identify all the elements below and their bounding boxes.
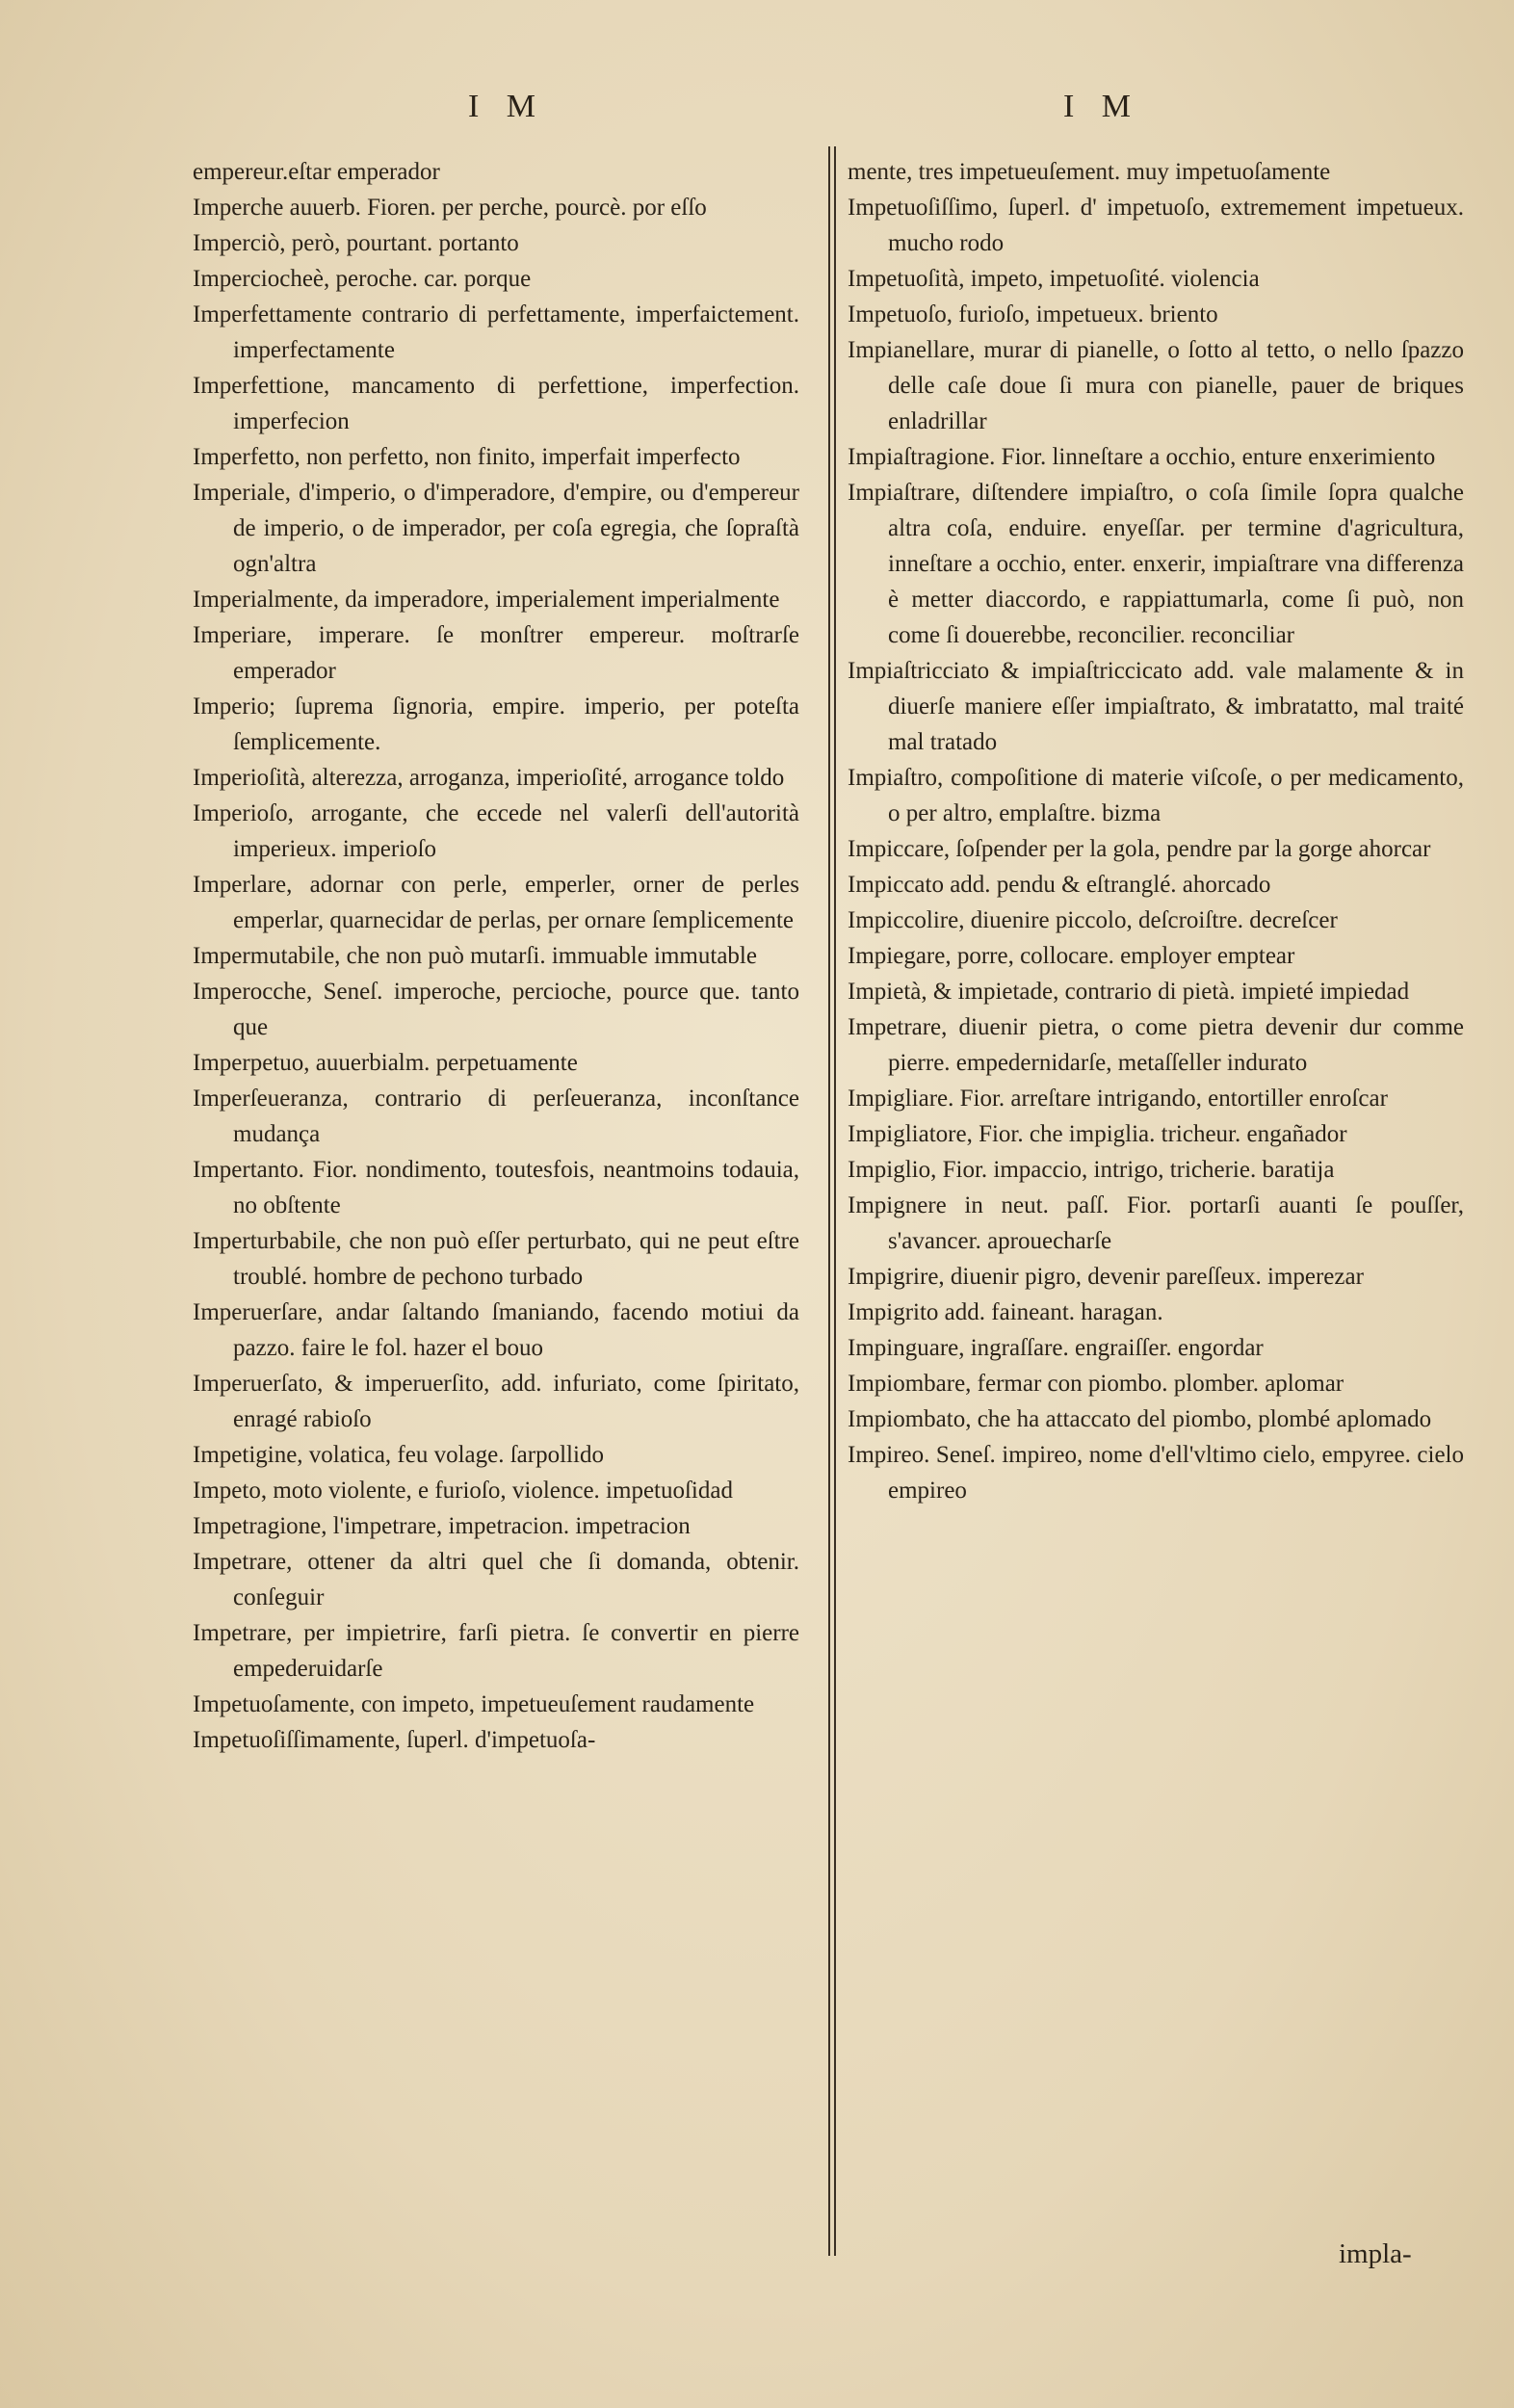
dictionary-entry: Impietà, & impietade, contrario di pietà. impieté impiedad (848, 979, 1410, 1005)
dictionary-entry: Impinguare, ingraſſare. engraiſſer. engordar (848, 1335, 1264, 1361)
dictionary-entry: Imperio; ſuprema ſignoria, empire. imperio, per poteſta ſemplicemente. (193, 694, 799, 755)
column-divider-rule (828, 146, 830, 2256)
dictionary-entry: Impiaſtragione. Fior. linneſtare a occhio, enture enxerimiento (848, 444, 1436, 470)
dictionary-entry: Impetuoſità, impeto, impetuoſité. violencia (848, 266, 1260, 292)
dictionary-entry: Imperſeueranza, contrario di perſeueranza, inconſtance mudança (193, 1086, 799, 1147)
dictionary-entry: Impetuoſo, furioſo, impetueux. briento (848, 301, 1218, 327)
dictionary-entry: Impetragione, l'impetrare, impetracion. impetracion (193, 1513, 691, 1539)
dictionary-entry: Impigrire, diuenir pigro, devenir pareſſeux. imperezar (848, 1264, 1364, 1290)
dictionary-entry: Imperuerſato, & imperuerſito, add. infuriato, come ſpiritato, enragé rabioſo (193, 1371, 799, 1432)
dictionary-entry: Imperioſo, arrogante, che eccede nel valerſi dell'autorità imperieux. imperioſo (193, 800, 799, 862)
column-divider-rule (834, 146, 836, 2256)
dictionary-entry: Imperioſità, alterezza, arroganza, imperioſité, arrogance toldo (193, 765, 785, 791)
dictionary-entry: Impetrare, diuenir pietra, o come pietra devenir dur comme pierre. empedernidarſe, metaſſeller indurato (848, 1014, 1464, 1076)
left-column-header: I M (467, 89, 546, 124)
dictionary-entry: Imperche auuerb. Fioren. per perche, pourcè. por eſſo (193, 195, 707, 221)
dictionary-entry: Impetrare, per impietrire, farſi pietra. ſe convertir en pierre empederuidarſe (193, 1620, 799, 1682)
dictionary-entry: Impiombato, che ha attaccato del piombo, plombé aplomado (848, 1406, 1432, 1432)
dictionary-entry: Impiaſtro, compoſitione di materie viſcoſe, o per medicamento, o per altro, emplaſtre. bizma (848, 765, 1464, 826)
dictionary-entry: mente, tres impetueuſement. muy impetuoſamente (848, 159, 1331, 185)
dictionary-entry: Impiaſtrare, diſtendere impiaſtro, o coſa ſimile ſopra qualche altra coſa, enduire. enyeſſar. per termine d'agricultura, inneſtare a occhio, enter. enxerir, impiaſtrare vna differenza è metter diaccordo, e rappiattumarla, come ſi può, non come ſi douerebbe, reconcilier. reconciliar (848, 480, 1464, 648)
left-column (193, 154, 799, 1758)
dictionary-entry: Impiglio, Fior. impaccio, intrigo, tricherie. baratija (848, 1157, 1335, 1183)
dictionary-entry: Impigliatore, Fior. che impiglia. tricheur. engañador (848, 1121, 1347, 1147)
dictionary-entry: Impetuoſiſſimo, ſuperl. d' impetuoſo, extremement impetueux. mucho rodo (848, 195, 1464, 256)
dictionary-entry: Imperiare, imperare. ſe monſtrer empereur. moſtrarſe emperador (193, 622, 799, 684)
dictionary-entry: Impiegare, porre, collocare. employer emptear (848, 943, 1295, 969)
dictionary-entry: Impignere in neut. paſſ. Fior. portarſi auanti ſe pouſſer, s'avancer. aprouecharſe (848, 1192, 1464, 1254)
dictionary-entry: Impermutabile, che non può mutarſi. immuable immutable (193, 943, 757, 969)
right-column-header: I M (1062, 89, 1141, 124)
dictionary-entry: Impeto, moto violente, e furioſo, violence. impetuoſidad (193, 1478, 733, 1504)
dictionary-entry: Imperpetuo, auuerbialm. perpetuamente (193, 1050, 578, 1076)
dictionary-entry: Impireo. Seneſ. impireo, nome d'ell'vltimo cielo, empyree. cielo empireo (848, 1442, 1464, 1504)
dictionary-entry: Impiaſtricciato & impiaſtriccicato add. vale malamente & in diuerſe maniere eſſer impiaſtrato, & imbratatto, mal traité mal tratado (848, 658, 1464, 755)
dictionary-entry: Impianellare, murar di pianelle, o ſotto al tetto, o nello ſpazzo delle caſe doue ſi mura con pianelle, pauer de briques enladrillar (848, 337, 1464, 434)
catchword: impla- (1339, 2238, 1412, 2269)
dictionary-entry: Imperfetto, non perfetto, non finito, imperfait imperfecto (193, 444, 741, 470)
dictionary-entry: Impiombare, fermar con piombo. plomber. aplomar (848, 1371, 1344, 1397)
dictionary-entry: Imperuerſare, andar ſaltando ſmaniando, facendo motiui da pazzo. faire le fol. hazer el bouo (193, 1299, 799, 1361)
dictionary-entry: Imperfettamente contrario di perfettamente, imperfaictement. imperfectamente (193, 301, 799, 363)
dictionary-entry: Impigliare. Fior. arreſtare intrigando, entortiller enroſcar (848, 1086, 1388, 1112)
dictionary-entry: Impigrito add. faineant. haragan. (848, 1299, 1163, 1325)
dictionary-entry: Impiccolire, diuenire piccolo, deſcroiſtre. decreſcer (848, 907, 1338, 933)
right-column (848, 154, 1464, 1508)
dictionary-entry: Imperlare, adornar con perle, emperler, orner de perles emperlar, quarnecidar de perlas, per ornare ſemplicemente (193, 872, 799, 933)
dictionary-entry: Imperciò, però, pourtant. portanto (193, 230, 519, 256)
dictionary-entry: Imperiale, d'imperio, o d'imperadore, d'empire, ou d'empereur de imperio, o de imperador, per coſa egregia, che ſopraſtà ogn'altra (193, 480, 799, 577)
dictionary-entry: Imperturbabile, che non può eſſer perturbato, qui ne peut eſtre troublé. hombre de pechono turbado (193, 1228, 799, 1290)
dictionary-entry: Impiccare, ſoſpender per la gola, pendre par la gorge ahorcar (848, 836, 1431, 862)
dictionary-entry: Impetigine, volatica, feu volage. ſarpollido (193, 1442, 604, 1468)
dictionary-entry: Imperialmente, da imperadore, imperialement imperialmente (193, 587, 780, 613)
dictionary-entry: empereur.eſtar emperador (193, 159, 440, 185)
dictionary-entry: Impiccato add. pendu & eſtranglé. ahorcado (848, 872, 1271, 898)
dictionary-entry: Imperocche, Seneſ. imperoche, percioche, pource que. tanto que (193, 979, 799, 1040)
dictionary-entry: Impertanto. Fior. nondimento, toutesfois, neantmoins todauia, no obſtente (193, 1157, 799, 1218)
dictionary-entry: Impetuoſiſſimamente, ſuperl. d'impetuoſa- (193, 1727, 596, 1753)
dictionary-entry: Impetuoſamente, con impeto, impetueuſement raudamente (193, 1691, 755, 1717)
dictionary-entry: Imperfettione, mancamento di perfettione, imperfection. imperfecion (193, 373, 799, 434)
dictionary-entry: Impetrare, ottener da altri quel che ſi domanda, obtenir. conſeguir (193, 1549, 799, 1610)
dictionary-entry: Imperciocheè, peroche. car. porque (193, 266, 532, 292)
